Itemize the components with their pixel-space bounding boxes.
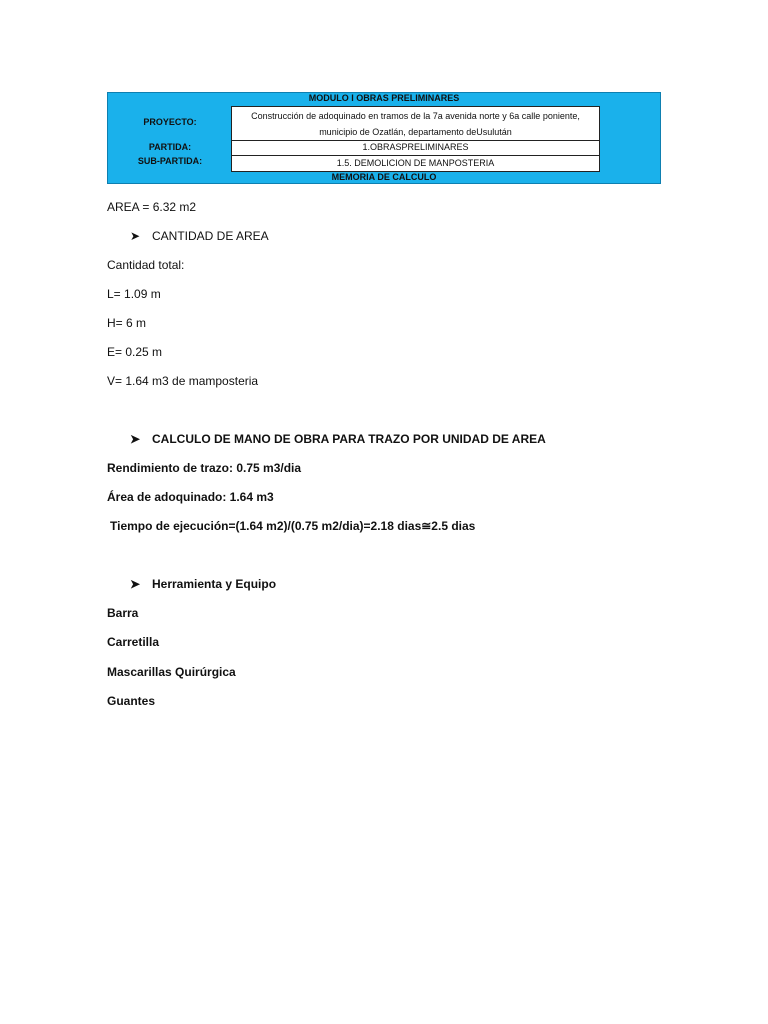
tool-item: Barra	[107, 606, 139, 620]
tiempo-line: Tiempo de ejecución=(1.64 m2)/(0.75 m2/dia)=2.18 dias≅2.5 dias	[110, 519, 476, 533]
subpartida-value: 1.5. DEMOLICION DE MANPOSTERIA	[231, 155, 600, 172]
arrow-right-icon: ➤	[130, 577, 141, 591]
proyecto-value-box	[231, 106, 600, 141]
e-line: E= 0.25 m	[107, 345, 163, 359]
cantidad-total-line: Cantidad total:	[107, 258, 185, 272]
header-banner	[107, 92, 661, 184]
arrow-right-icon: ➤	[130, 229, 141, 243]
section-herramienta-title: Herramienta y Equipo	[152, 577, 277, 591]
area-adoquinado-line: Área de adoquinado: 1.64 m3	[107, 490, 274, 504]
tool-item: Mascarillas Quirúrgica	[107, 665, 236, 679]
l-line: L= 1.09 m	[107, 287, 161, 301]
h-line: H= 6 m	[107, 316, 147, 330]
tool-item: Guantes	[107, 694, 156, 708]
v-line: V= 1.64 m3 de mamposteria	[107, 374, 259, 388]
tool-item: Carretilla	[107, 635, 160, 649]
proyecto-line-1: Construcción de adoquinado en tramos de la 7a avenida norte y 6a calle poniente,	[251, 111, 580, 121]
rendimiento-line: Rendimiento de trazo: 0.75 m3/dia	[107, 461, 302, 475]
proyecto-label: PROYECTO:	[143, 117, 197, 127]
module-title: MODULO I OBRAS PRELIMINARES	[308, 93, 460, 103]
partida-label: PARTIDA:	[148, 142, 192, 152]
arrow-right-icon: ➤	[130, 432, 141, 446]
memoria-title: MEMORIA DE CALCULO	[331, 172, 437, 182]
section-cantidad-title: CANTIDAD DE AREA	[152, 229, 269, 243]
section-mano-obra	[130, 432, 546, 447]
proyecto-line-2: municipio de Ozatlán, departamento deUsulután	[319, 127, 512, 137]
partida-value: 1.OBRASPRELIMINARES	[231, 140, 600, 156]
section-cantidad	[130, 229, 269, 244]
subpartida-label: SUB-PARTIDA:	[137, 156, 203, 166]
area-line: AREA = 6.32 m2	[107, 200, 197, 214]
section-herramienta	[130, 577, 276, 592]
section-mano-obra-title: CALCULO DE MANO DE OBRA PARA TRAZO POR UNIDAD DE AREA	[152, 432, 546, 446]
